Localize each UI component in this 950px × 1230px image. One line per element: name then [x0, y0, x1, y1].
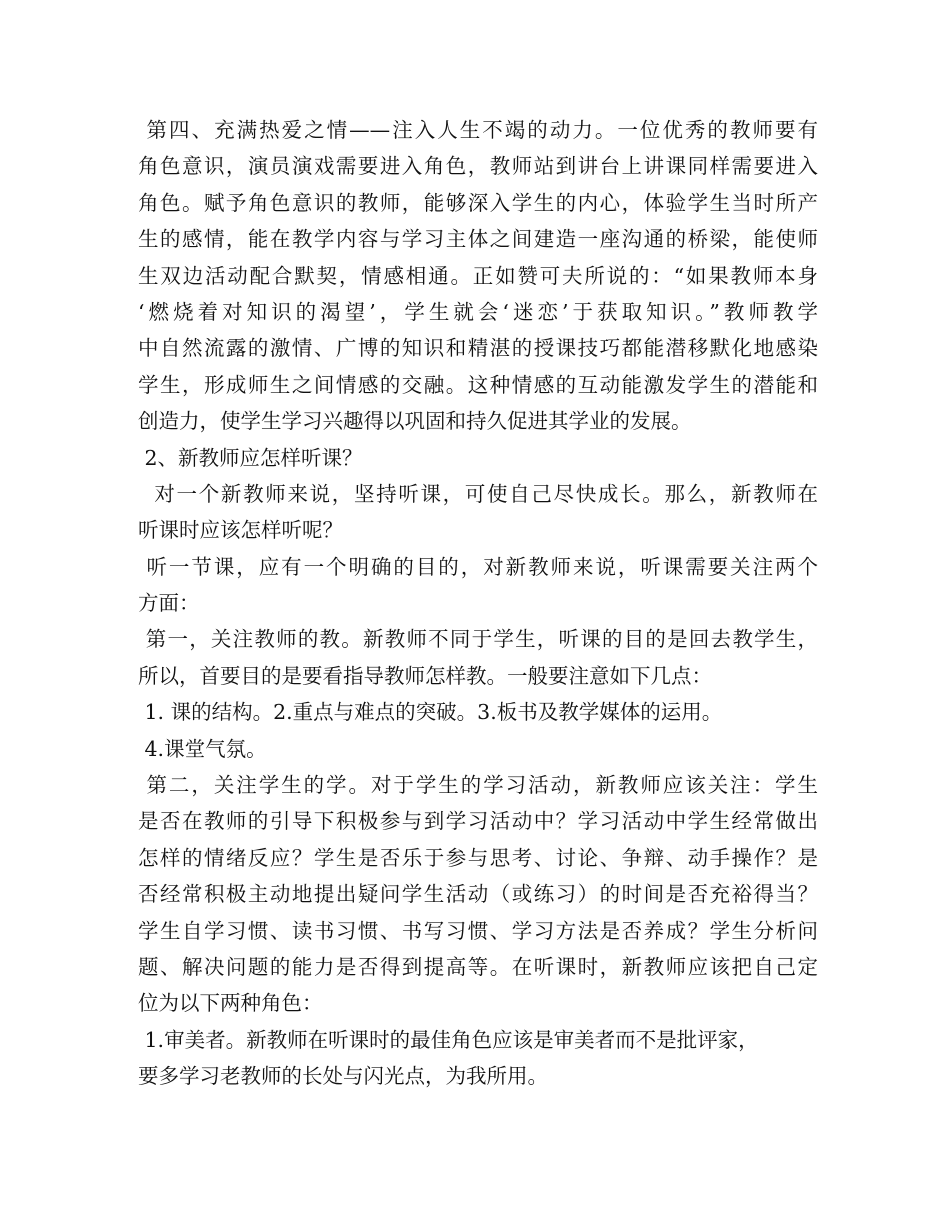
paragraph-line: 对一个新教师来说，坚持听课，可使自己尽快成长。那么，新教师在 — [138, 481, 818, 506]
paragraph-line: 生双边活动配合默契，情感相通。正如赞可夫所说的：“如果教师本身 — [138, 263, 818, 288]
section-heading: 2、新教师应怎样听课？ — [138, 445, 363, 470]
document-body — [138, 112, 818, 1095]
list-line: 4.课堂气氛。 — [138, 736, 267, 761]
paragraph-line: 角色意识，演员演戏需要进入角色，教师站到讲台上讲课同样需要进入 — [138, 154, 818, 179]
paragraph-line: 中自然流露的激情、广博的知识和精湛的授课技巧都能潜移默化地感染 — [138, 336, 818, 361]
paragraph-line: 方面： — [138, 591, 200, 616]
paragraph-line: 第四、充满热爱之情——注入人生不竭的动力。一位优秀的教师要有 — [138, 118, 818, 142]
paragraph-line: 第一，关注教师的教。新教师不同于学生，听课的目的是回去教学生， — [138, 627, 818, 652]
paragraph-line: 是否在教师的引导下积极参与到学习活动中？学习活动中学生经常做出 — [138, 809, 818, 834]
paragraph-line: 角色。赋予角色意识的教师，能够深入学生的内心，体验学生当时所产 — [138, 190, 818, 215]
paragraph-line: 学生，形成师生之间情感的交融。这种情感的互动能激发学生的潜能和 — [138, 372, 818, 397]
paragraph-line: 听课时应该怎样听呢？ — [138, 518, 343, 543]
paragraph-line: 题、解决问题的能力是否得到提高等。在听课时，新教师应该把自己定 — [138, 954, 818, 979]
paragraph-line: 要多学习老教师的长处与闪光点，为我所用。 — [138, 1064, 548, 1089]
paragraph-line: 第二，关注学生的学。对于学生的学习活动，新教师应该关注：学生 — [138, 773, 818, 798]
paragraph-line: 位为以下两种角色： — [138, 991, 323, 1016]
paragraph-line: 生的感情，能在教学内容与学习主体之间建造一座沟通的桥梁，能使师 — [138, 227, 818, 252]
paragraph-line: 怎样的情绪反应？学生是否乐于参与思考、讨论、争辩、动手操作？是 — [138, 845, 818, 870]
paragraph-line: 否经常积极主动地提出疑问学生活动（或练习）的时间是否充裕得当？ — [138, 882, 818, 907]
paragraph-line: 学生自学习惯、读书习惯、书写习惯、学习方法是否养成？学生分析问 — [138, 918, 818, 943]
paragraph-line: 听一节课，应有一个明确的目的，对新教师来说，听课需要关注两个 — [138, 554, 818, 579]
paragraph-line: 创造力，使学生学习兴趣得以巩固和持久促进其学业的发展。 — [138, 409, 692, 434]
list-line: 1.审美者。新教师在听课时的最佳角色应该是审美者而不是批评家， — [138, 1027, 759, 1052]
list-line: 1. 课的结构。2.重点与难点的突破。3.板书及教学媒体的运用。 — [138, 700, 723, 725]
paragraph-line: 所以，首要目的是要看指导教师怎样教。一般要注意如下几点： — [138, 663, 712, 688]
paragraph-line: ‘燃烧着对知识的渴望’，学生就会‘迷恋’于获取知识。”教师教学 — [138, 299, 818, 324]
